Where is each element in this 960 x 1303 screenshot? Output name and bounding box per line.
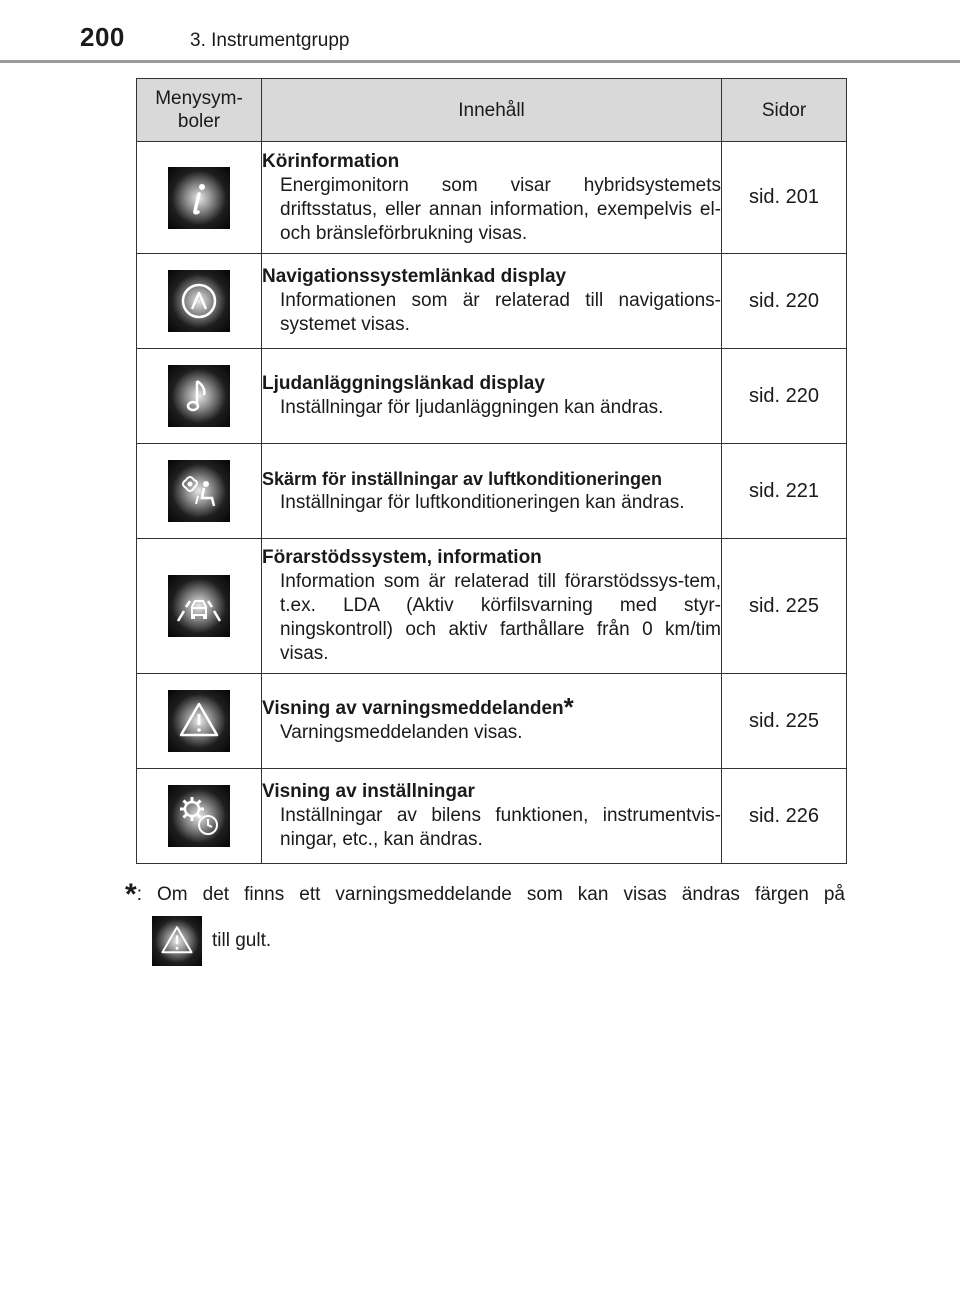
row-title: Navigationssystemlänkad display bbox=[262, 266, 567, 287]
section-title: 3. Instrumentgrupp bbox=[190, 30, 350, 51]
info-icon bbox=[168, 167, 230, 229]
content-cell bbox=[262, 254, 722, 349]
footnote-text-end: till gult. bbox=[212, 930, 272, 951]
row-text: Informationen som är relaterad till navigations-systemet visas. bbox=[280, 290, 721, 335]
table-row bbox=[137, 254, 847, 349]
navigation-icon bbox=[168, 270, 230, 332]
row-title: Ljudanläggningslänkad display bbox=[262, 373, 545, 394]
table-row bbox=[137, 769, 847, 864]
row-title: Visning av inställningar bbox=[262, 781, 475, 802]
footnote bbox=[125, 878, 845, 951]
page-ref: sid. 225 bbox=[722, 539, 847, 674]
row-text: Inställningar av bilens funktionen, instrumentvis-ningar, etc., kan ändras. bbox=[280, 805, 721, 850]
page-ref: sid. 225 bbox=[722, 674, 847, 769]
warning-triangle-icon bbox=[168, 690, 230, 752]
page-ref: sid. 201 bbox=[722, 142, 847, 254]
content-cell bbox=[262, 444, 722, 539]
table-row bbox=[137, 349, 847, 444]
header-divider bbox=[0, 60, 960, 63]
row-title-text: Visning av varningsmeddelanden bbox=[262, 698, 564, 719]
content-cell bbox=[262, 349, 722, 444]
row-title: Skärm för inställningar av luftkonditioneringen bbox=[262, 469, 663, 489]
footnote-marker: * bbox=[563, 692, 574, 722]
header-content: Innehåll bbox=[262, 79, 722, 142]
content-cell bbox=[262, 674, 722, 769]
music-note-icon bbox=[168, 365, 230, 427]
row-text: Energimonitorn som visar hybridsystemets driftsstatus, eller annan information, exempelvis el- och bränsleförbrukning visas. bbox=[280, 174, 721, 244]
footnote-line bbox=[125, 878, 845, 912]
symbol-cell bbox=[137, 254, 262, 349]
footnote-mark: * bbox=[125, 878, 137, 911]
content-cell bbox=[262, 769, 722, 864]
row-text: Inställningar för ljudanläggningen kan ändras. bbox=[280, 397, 664, 418]
content-cell bbox=[262, 539, 722, 674]
symbol-cell bbox=[137, 349, 262, 444]
symbol-cell bbox=[137, 674, 262, 769]
row-text: Information som är relaterad till förarstödssys-tem, t.ex. LDA (Aktiv körfilsvarning med styr-ningskontroll) och aktiv farthållare från 0 km/tim visas. bbox=[280, 571, 721, 664]
footnote-continuation bbox=[152, 916, 271, 966]
driver-assist-icon bbox=[168, 575, 230, 637]
menu-symbol-table bbox=[136, 78, 847, 864]
symbol-cell bbox=[137, 539, 262, 674]
row-text: Varningsmeddelanden visas. bbox=[280, 722, 523, 743]
footnote-text: : Om det finns ett varningsmeddelande som kan visas ändras färgen på bbox=[136, 884, 845, 905]
symbol-cell bbox=[137, 444, 262, 539]
row-title: Förarstödssystem, information bbox=[262, 547, 542, 568]
air-conditioning-icon bbox=[168, 460, 230, 522]
settings-gear-icon bbox=[168, 785, 230, 847]
page-number: 200 bbox=[80, 22, 125, 52]
row-text: Inställningar för luftkonditioneringen kan ändras. bbox=[280, 492, 685, 513]
warning-triangle-icon bbox=[152, 916, 202, 966]
page-ref: sid. 220 bbox=[722, 254, 847, 349]
table-row bbox=[137, 539, 847, 674]
header-pages: Sidor bbox=[722, 79, 847, 142]
page-ref: sid. 221 bbox=[722, 444, 847, 539]
table-row bbox=[137, 674, 847, 769]
content-cell bbox=[262, 142, 722, 254]
row-title bbox=[262, 692, 721, 722]
page-header bbox=[0, 0, 960, 62]
row-title: Körinformation bbox=[262, 150, 400, 172]
symbol-cell bbox=[137, 769, 262, 864]
table-header-row bbox=[137, 79, 847, 142]
page-ref: sid. 226 bbox=[722, 769, 847, 864]
header-symbols: Menysym- boler bbox=[137, 79, 262, 142]
symbol-cell bbox=[137, 142, 262, 254]
table-row bbox=[137, 142, 847, 254]
page-ref: sid. 220 bbox=[722, 349, 847, 444]
table-row bbox=[137, 444, 847, 539]
